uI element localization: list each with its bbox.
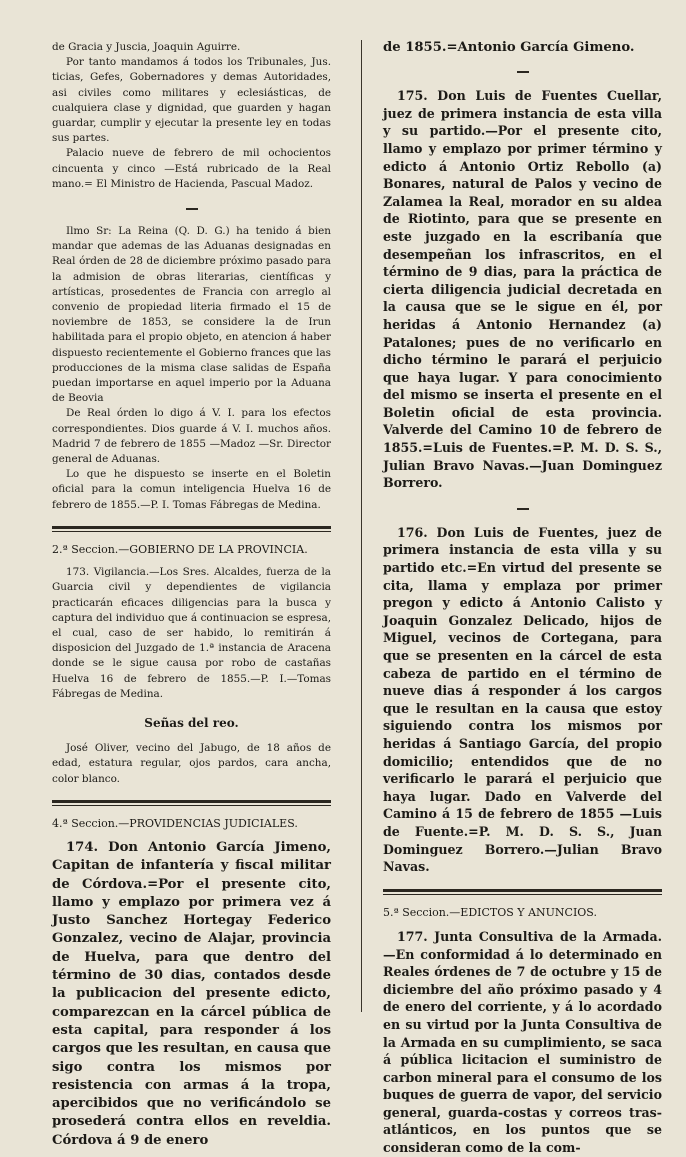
left-column xyxy=(52,40,331,1148)
judicial-edict-175: 175. Don Luis de Fuentes Cuellar, juez de primera instancia de esta villa y su partido.—Por el presente cito, llamo y emplazo por primer término y edicto á Antonio Ortiz Rebollo (a) Bonares, natural de Palos y vecino de Zalamea la Real, morador en su aldea de Riotinto, para que se presente en este juzgado en la escribanía que desempeñan los infrascritos, en el término de 9 dias, para la práctica de cierta diligencia judicial decretada en la causa que se le sigue en él, por heridas á Antonio Hernandez (a) Patalones; pues de no verificarlo en dicho término le parará el perjuicio que haya lugar. Y para conocimiento del mismo se inserta el presente en el Boletin oficial de esta provincia. Valverde del Camino 10 de febrero de 1855.=Luis de Fuentes.=P. M. D. S. S., Julian Bravo Navas.—Juan Dominguez Borrero. xyxy=(383,88,662,491)
palace-signature: Palacio nueve de febrero de mil ochocientos cincuenta y cinco —Está rubricado de la Real mano.= El Ministro de Hacienda, Pascual Madoz. xyxy=(52,147,331,190)
law-ending: de Gracia y Juscia, Joaquin Aguirre. xyxy=(52,41,241,53)
senas-title: Señas del reo. xyxy=(144,715,239,730)
judicial-edict-176: 176. Don Luis de Fuentes, juez de primera instancia de esta villa y su partido etc.=En virtud del presente se cita, llama y emplaza por primer pregon y edicto á Antonio Calisto y Joaquin Gonzalez Delicado, hijos de Miguel, vecinos de Cortegana, para que se presenten en la cárcel de esta cabeza de partido en el término de nueve dias á responder á los cargos que le resultan en la causa que estoy siguiendo contra los mismos por heridas á Santiago García, del propio domicilio; entendidos que de no verificarlo le parará el perjuicio que haya lugar. Dado en Valverde del Camino á 15 de febrero de 1855 —Luis de Fuente.=P. M. D. S. S., Juan Dominguez Borrero.—Julian Bravo Navas. xyxy=(383,524,662,875)
edict-174-signature: de 1855.=Antonio García Gimeno. xyxy=(383,40,635,55)
separator-dash xyxy=(186,208,198,210)
section-heading-4: 4.ª Seccion.—PROVIDENCIAS JUDICIALES. xyxy=(52,816,298,830)
section-rule xyxy=(52,526,331,532)
insertion-notice: Lo que he dispuesto se inserte en el Boletin oficial para la comun inteligencia Huelva 16 de febrero de 1855.—P. I. Tomas Fábregas de Medina. xyxy=(52,468,331,511)
judicial-edict-174: 174. Don Antonio García Jimeno, Capitan de infantería y fiscal militar de Córdova.=Por el presente cito, llamo y emplazo por primera vez á Justo Sanchez Hortegay Federico Gonzalez, vecino de Alajar, provincia de Huelva, para que dentro del término de 30 dias, contados desde la publicacion del presente edicto, comparezcan en la cárcel pública de esta capital, para responder á los cargos que les resultan, en causa que sigo contra los mismos por resistencia con armas á la tropa, apercibidos que no verificándolo se prosederá contra ellos en reveldia. Córdova á 9 de enero xyxy=(52,839,331,1148)
column-divider xyxy=(361,40,362,1012)
suspect-description: José Oliver, vecino del Jabugo, de 18 años de edad, estatura regular, ojos pardos, cara ancha, color blanco. xyxy=(52,742,331,785)
section-heading-2: 2.ª Seccion.—GOBIERNO DE LA PROVINCIA. xyxy=(52,542,308,556)
right-column xyxy=(383,40,662,1156)
separator-dash xyxy=(517,71,529,73)
separator-dash xyxy=(517,508,529,510)
section-heading-5: 5.ª Seccion.—EDICTOS Y ANUNCIOS. xyxy=(383,905,597,919)
section-rule xyxy=(52,800,331,806)
royal-order-paragraph: Ilmo Sr: La Reina (Q. D. G.) ha tenido á bien mandar que ademas de las Aduanas designadas en Real órden de 28 de diciembre próximo pasado para la admision de obras literarias, científicas y artísticas, prosedentes de Francia con arreglo al convenio de propiedad literia firmado el 15 de noviembre de 1853, se considere la de Irun habilitada para el propio objeto, en atencion á haber dispuesto recientemente el Gobierno frances que las producciones de la misma clase salidas de España puedan importarse en aquel imperio por la Aduana de Beovia xyxy=(52,225,331,405)
royal-order-closing: De Real órden lo digo á V. I. para los efectos correspondientes. Dios guarde á V. I. muchos años. Madrid 7 de febrero de 1855 —Madoz —Sr. Director general de Aduanas. xyxy=(52,407,331,466)
mandate-paragraph: Por tanto mandamos á todos los Tribunales, Jus. ticias, Gefes, Gobernadores y demas Autoridades, asi civiles como militares y eclesiásticas, de cualquiera clase y dignidad, que guarden y hagan guardar, cumplir y ejecutar la presente ley en todas sus partes. xyxy=(52,56,331,145)
announcement-177: 177. Junta Consultiva de la Armada.—En conformidad á lo determinado en Reales órdenes de 7 de octubre y 15 de diciembre del año próximo pasado y 4 de enero del corriente, y á lo acordado en su virtud por la Junta Consultiva de la Armada en su cumplimiento, se saca á pública licitacion el suministro de carbon mineral para el consumo de los buques de guerra de vapor, del servicio general, guarda-costas y correos tras-atlánticos, en los puntos que se consideran como de la com- xyxy=(383,928,662,1156)
section-rule xyxy=(383,889,662,895)
vigilance-notice: 173. Vigilancia.—Los Sres. Alcaldes, fuerza de la Guarcia civil y dependientes de vigilancia practicarán eficaces diligencias para la busca y captura del individuo que á continuacion se espresa, el cual, caso de ser habido, lo remitirán á disposicion del Juzgado de 1.ª instancia de Aracena donde se le sigue causa por robo de castañas Huelva 16 de febrero de 1855.—P. I.—Tomas Fábregas de Medina. xyxy=(52,566,331,700)
